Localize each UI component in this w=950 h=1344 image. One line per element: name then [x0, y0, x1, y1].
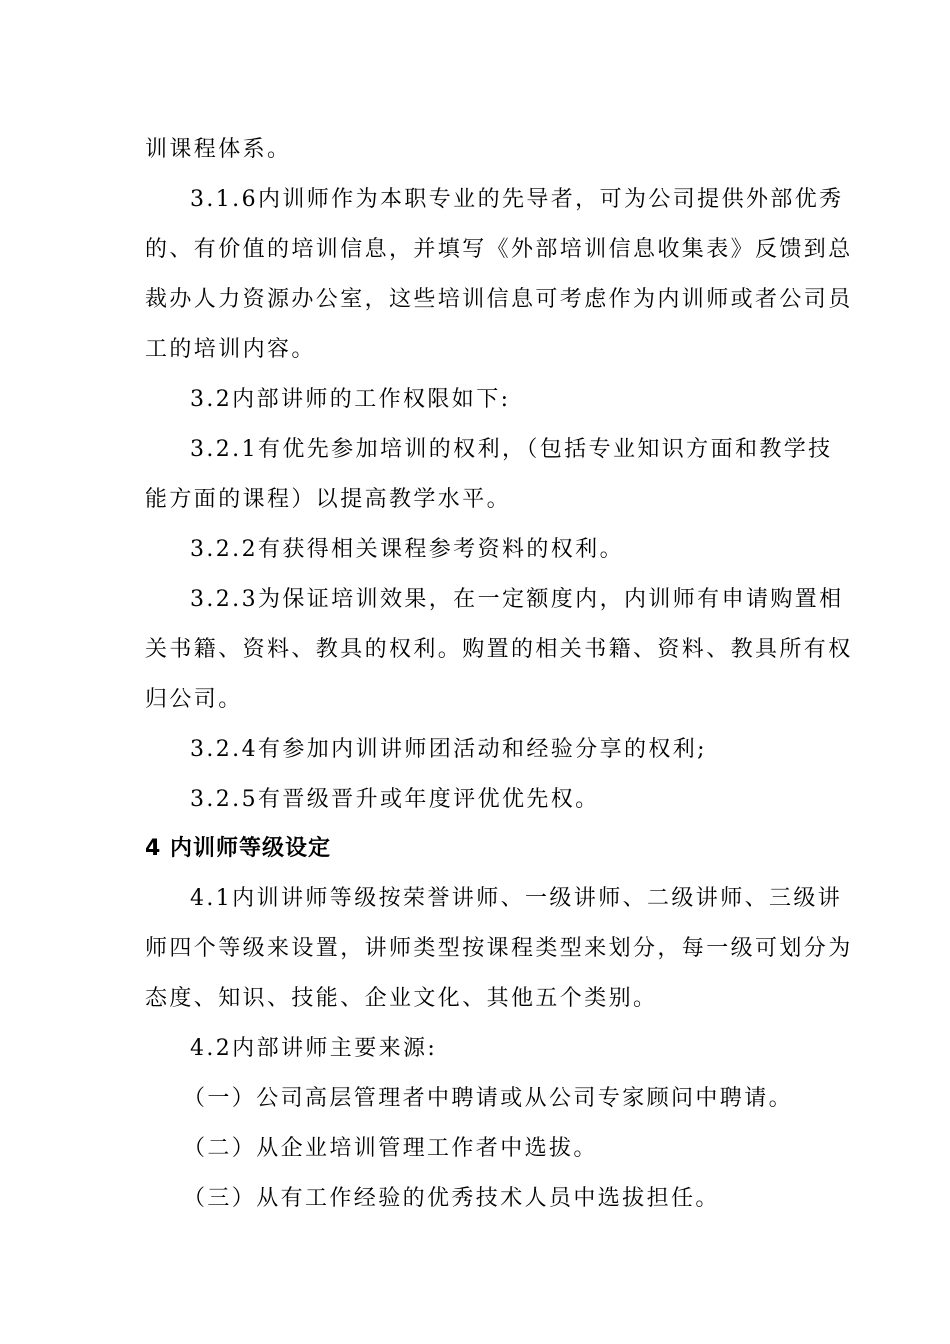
- text-line: 3.2.3为保证培训效果，在一定额度内，内训师有申请购置相: [190, 587, 844, 612]
- text-line: 3.2.5有晋级晋升或年度评优优先权。: [190, 787, 600, 812]
- section-heading: 4 内训师等级设定: [145, 836, 331, 861]
- text-line: 工的培训内容。: [145, 337, 316, 362]
- text-line: 归公司。: [145, 687, 243, 712]
- text-line: （三）从有工作经验的优秀技术人员中选拔担任。: [183, 1186, 720, 1211]
- text-line: （二）从企业培训管理工作者中选拔。: [183, 1136, 598, 1161]
- text-line: （一）公司高层管理者中聘请或从公司专家顾问中聘请。: [183, 1086, 794, 1111]
- text-line: 的、有价值的培训信息，并填写《外部培训信息收集表》反馈到总: [145, 237, 853, 262]
- text-line: 关书籍、资料、教具的权利。购置的相关书籍、资料、教具所有权: [145, 637, 853, 662]
- text-line: 训课程体系。: [145, 137, 292, 162]
- text-line: 3.2.4有参加内训讲师团活动和经验分享的权利;: [190, 737, 707, 762]
- text-line: 态度、知识、技能、企业文化、其他五个类别。: [145, 986, 658, 1011]
- text-line: 裁办人力资源办公室，这些培训信息可考虑作为内训师或者公司员: [145, 287, 853, 312]
- text-line: 4.1内训讲师等级按荣誉讲师、一级讲师、二级讲师、三级讲: [190, 886, 843, 911]
- text-line: 3.2.2有获得相关课程参考资料的权利。: [190, 537, 624, 562]
- text-line: 3.2内部讲师的工作权限如下:: [190, 387, 511, 412]
- text-line: 能方面的课程）以提高教学水平。: [145, 487, 512, 512]
- text-line: 4.2内部讲师主要来源:: [190, 1036, 438, 1061]
- text-line: 师四个等级来设置，讲师类型按课程类型来划分，每一级可划分为: [145, 936, 853, 961]
- text-line: 3.2.1有优先参加培训的权利，（包括专业知识方面和教学技: [190, 437, 833, 462]
- text-line: 3.1.6内训师作为本职专业的先导者，可为公司提供外部优秀: [190, 187, 844, 212]
